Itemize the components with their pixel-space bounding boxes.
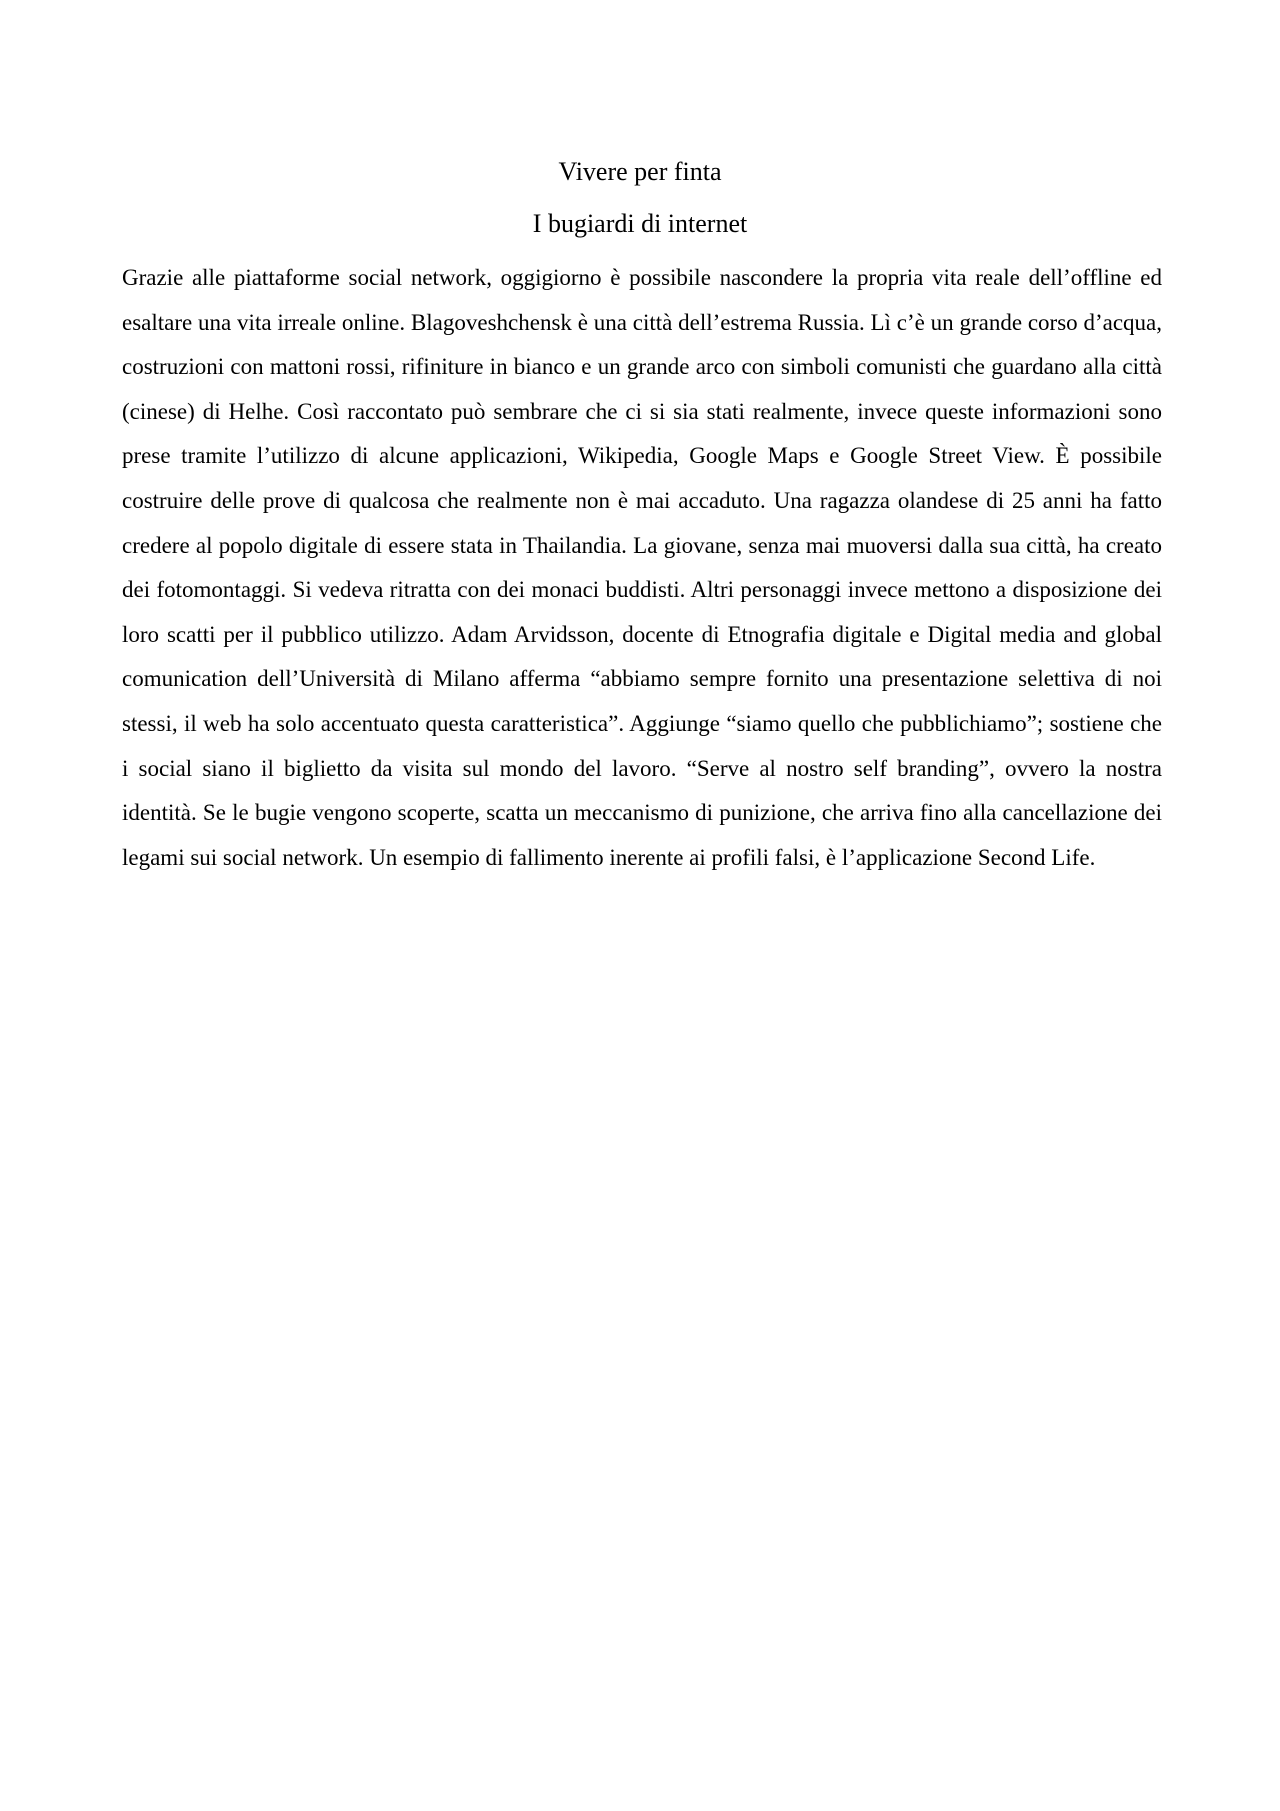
document-title: Vivere per finta	[558, 157, 722, 186]
document-subtitle: I bugiardi di internet	[532, 209, 748, 238]
body-paragraph: Grazie alle piattaforme social network, oggigiorno è possibile nascondere la propria vita reale dell’offline ed esaltare una vita irreale online. Blagoveshchensk è una città dell’estrema Russia. Lì c’è un grande corso d’acqua, costruzioni con mattoni rossi, rifiniture in bianco e un grande arco con simboli comunisti che guardano alla città (cinese) di Helhe. Così raccontato può sembrare che ci si sia stati realmente, invece queste informazioni sono prese tramite l’utilizzo di alcune applicazioni, Wikipedia, Google Maps e Google Street View. È possibile costruire delle prove di qualcosa che realmente non è mai accaduto. Una ragazza olandese di 25 anni ha fatto credere al popolo digitale di essere stata in Thailandia. La giovane, senza mai muoversi dalla sua città, ha creato dei fotomontaggi. Si vedeva ritratta con dei monaci buddisti. Altri personaggi invece mettono a disposizione dei loro scatti per il pubblico utilizzo. Adam Arvidsson, docente di Etnografia digitale e Digital media and global comunication dell’Università di Milano afferma “abbiamo sempre fornito una presentazione selettiva di noi stessi, il web ha solo accentuato questa caratteristica”. Aggiunge “siamo quello che pubblichiamo”; sostiene che i social siano il biglietto da visita sul mondo del lavoro. “Serve al nostro self branding”, ovvero la nostra identità. Se le bugie vengono scoperte, scatta un meccanismo di punizione, che arriva fino alla cancellazione dei legami sui social network. Un esempio di fallimento inerente ai profili falsi, è l’applicazione Second Life.	[122, 265, 1162, 870]
